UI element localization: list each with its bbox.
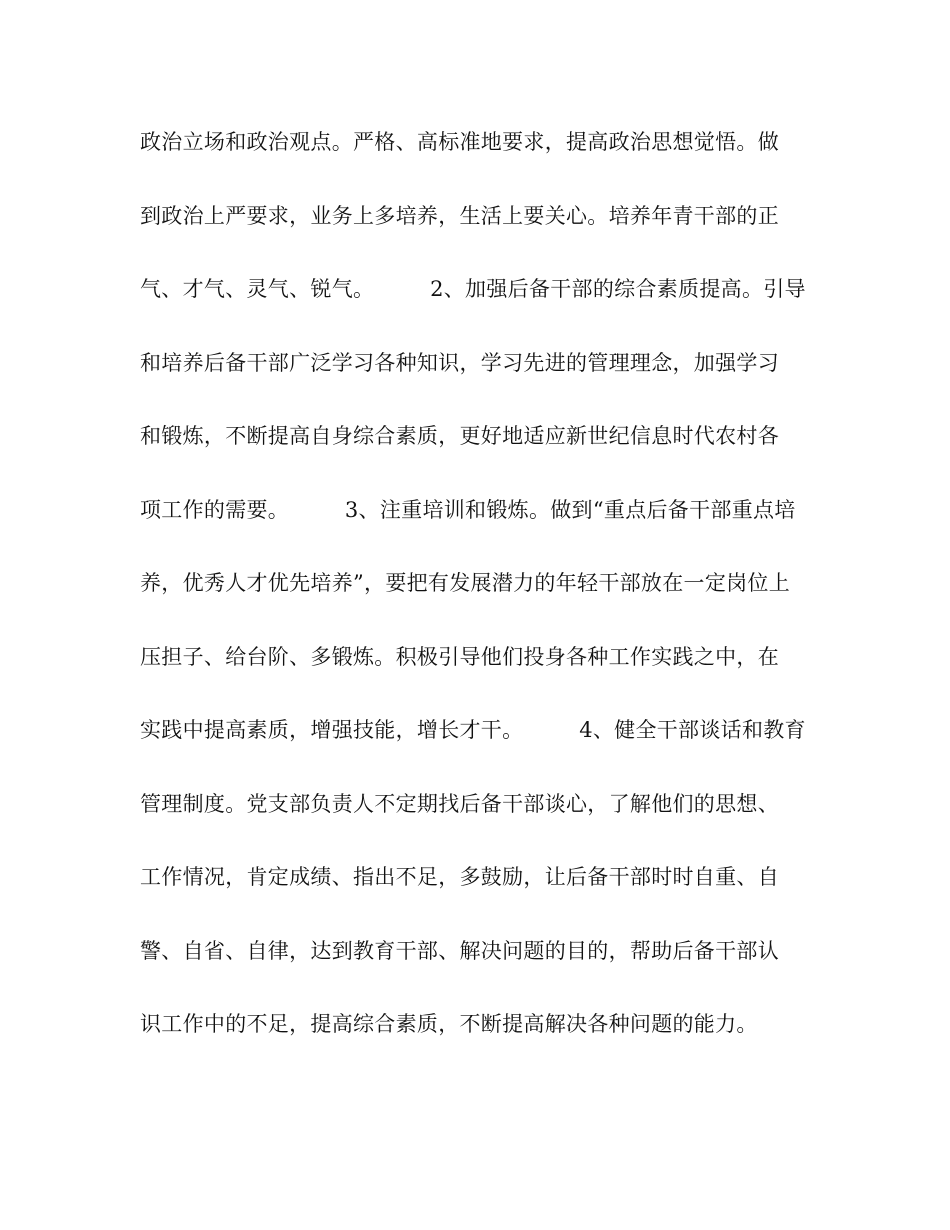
- text-line: 管理制度。党支部负责人不定期找后备干部谈心，了解他们的思想、: [140, 791, 779, 816]
- text-line: 政治立场和政治观点。严格、高标准地要求，提高政治思想觉悟。做: [140, 130, 779, 154]
- text-line: 养，优秀人才优先培养”，要把有发展潜力的年轻干部放在一定岗位上: [140, 571, 791, 595]
- text-line: 识工作中的不足，提高综合素质，不断提高解决各种问题的能力。: [140, 1012, 758, 1036]
- text-line: 到政治上严要求，业务上多培养，生活上要关心。培养年青干部的正: [140, 203, 779, 228]
- text-line: 工作情况，肯定成绩、指出不足，多鼓励，让后备干部时时自重、自: [140, 865, 779, 889]
- text-line: 项工作的需要。 3、注重培训和锻炼。做到“重点后备干部重点培: [140, 497, 796, 522]
- body-text: [140, 124, 820, 1080]
- text-line: 实践中提高素质，增强技能，增长才干。 4、健全干部谈话和教育: [140, 718, 806, 742]
- text-line: 压担子、给台阶、多锻炼。积极引导他们投身各种工作实践之中，在: [140, 644, 779, 669]
- text-line: 气、才气、灵气、锐气。 2、加强后备干部的综合素质提高。引导: [140, 277, 806, 301]
- text-line: 和锻炼，不断提高自身综合素质，更好地适应新世纪信息时代农村各: [140, 424, 779, 448]
- text-line: 和培养后备干部广泛学习各种知识，学习先进的管理理念，加强学习: [140, 350, 779, 375]
- text-line: 警、自省、自律，达到教育干部、解决问题的目的，帮助后备干部认: [140, 938, 779, 963]
